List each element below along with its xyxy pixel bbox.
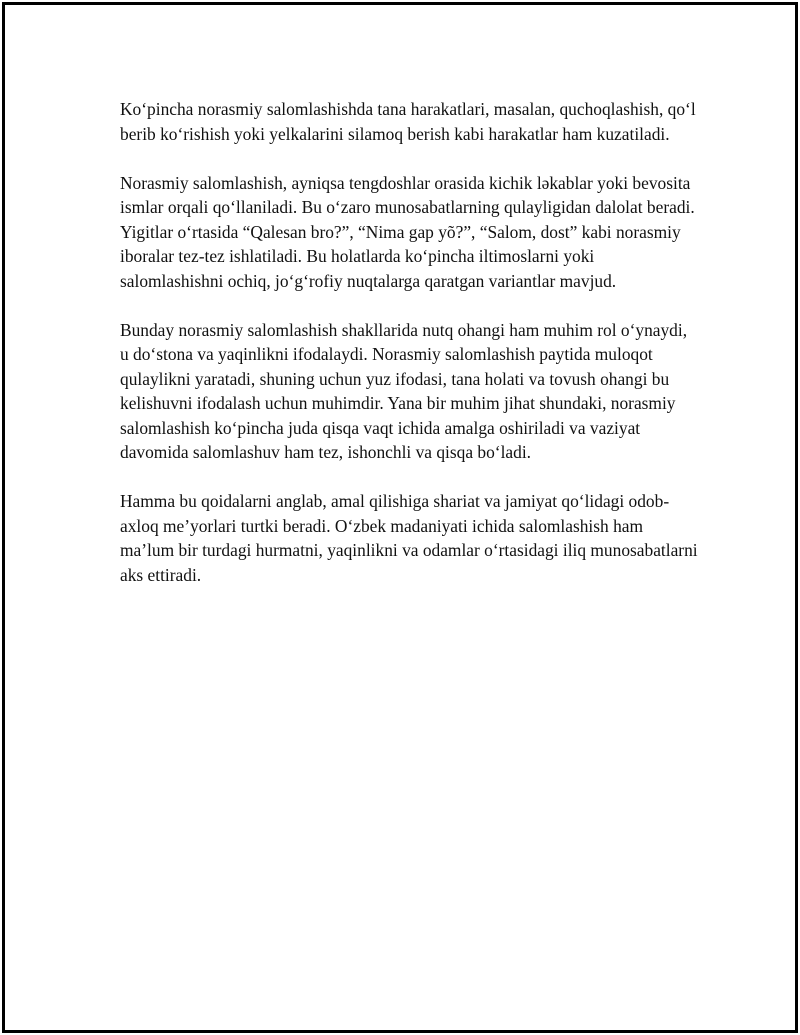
paragraph-2: Norasmiy salomlashish, ayniqsa tengdoshlar orasida kichik ləkablar yoki bevosita ismlar orqali qoʻllaniladi. Bu oʻzaro munosabatlarning qulayligidan dalolat beradi. Yigitlar oʻrtasida “Qalesan bro?”, “Nima gap yõ?”, “Salom, dost” kabi norasmiy iboralar tez-tez ishlatiladi. Bu holatlarda koʻpincha iltimoslarni yoki salomlashishni ochiq, joʻgʻrofiy nuqtalarga qaratgan variantlar mavjud. xyxy=(120,172,695,291)
paragraph-3: Bunday norasmiy salomlashish shakllarida nutq ohangi ham muhim rol oʻynaydi, u doʻstona va yaqinlikni ifodalaydi. Norasmiy salomlashish paytida muloqot qulaylikni yaratadi, shuning uchun yuz ifodasi, tana holati va tovush ohangi bu kelishuvni ifodalash uchun muhimdir. Yana bir muhim jihat shundaki, norasmiy salomlashish koʻpincha juda qisqa vaqt ichida amalga oshiriladi va vaziyat davomida salomlashuv ham tez, ishonchli va qisqa boʻladi. xyxy=(120,319,688,462)
paragraph-1: Koʻpincha norasmiy salomlashishda tana harakatlari, masalan, quchoqlashish, qoʻl berib koʻrishish yoki yelkalarini silamoq berish kabi harakatlar ham kuzatiladi. xyxy=(120,99,696,144)
paragraph-4: Hamma bu qoidalarni anglab, amal qilishiga shariat va jamiyat qoʻlidagi odob-axloq me’yorlari turtki beradi. Oʻzbek madaniyati ichida salomlashish ham ma’lum bir turdagi hurmatni, yaqinlikni va odamlar oʻrtasidagi iliq munosabatlarni aks ettiradi. xyxy=(120,491,698,585)
document-body xyxy=(120,97,700,612)
page-frame xyxy=(2,2,798,1033)
